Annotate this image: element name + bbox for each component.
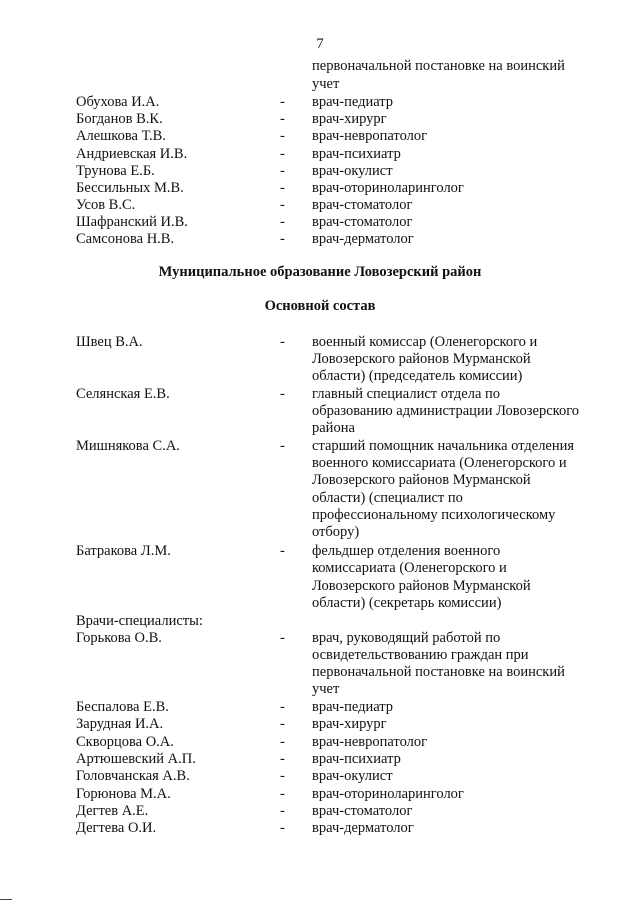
dash: -: [280, 716, 285, 732]
member-name: Головчанская А.В.: [76, 768, 190, 784]
member-name: Андриевская И.В.: [76, 146, 188, 162]
member-name: Обухова И.А.: [76, 94, 160, 110]
member-name: Артюшевский А.П.: [76, 751, 196, 767]
member-role: врач-педиатр: [312, 94, 394, 110]
member-name: Дегтев А.Е.: [76, 803, 149, 819]
dash: -: [280, 543, 285, 559]
member-name: Шафранский И.В.: [76, 214, 188, 230]
section-heading: Основной состав: [264, 298, 376, 314]
member-role: врач-невропатолог: [312, 128, 428, 144]
member-name: Селянская Е.В.: [76, 386, 170, 402]
member-role: военный комиссар (Оленегорского и: [312, 334, 538, 350]
member-role: врач-невропатолог: [312, 734, 428, 750]
specialists-label: Врачи-специалисты:: [76, 613, 203, 629]
member-role: фельдшер отделения военного: [312, 543, 501, 559]
dash: -: [280, 803, 285, 819]
member-role: области) (секретарь комиссии): [312, 595, 502, 611]
member-role: старший помощник начальника отделения: [312, 438, 575, 454]
dash: -: [280, 734, 285, 750]
member-role: образованию администрации Ловозерского: [312, 403, 580, 419]
member-name: Беспалова Е.В.: [76, 699, 169, 715]
member-role: Ловозерского районов Мурманской: [312, 578, 531, 594]
member-role: врач-дерматолог: [312, 820, 414, 836]
member-name: Самсонова Н.В.: [76, 231, 175, 247]
member-name: Зарудная И.А.: [76, 716, 164, 732]
member-name: Бессильных М.В.: [76, 180, 184, 196]
member-role: врач-педиатр: [312, 699, 394, 715]
municipality-heading: Муниципальное образование Ловозерский район: [158, 264, 482, 280]
dash: -: [280, 128, 285, 144]
member-name: Швец В.А.: [76, 334, 143, 350]
member-role: первоначальной постановке на воинский: [312, 664, 565, 680]
dash: -: [280, 751, 285, 767]
member-role: отбору): [312, 524, 360, 540]
member-role: врач-окулист: [312, 163, 393, 179]
member-role: врач-дерматолог: [312, 231, 414, 247]
member-role: врач-психиатр: [312, 751, 401, 767]
dash: -: [280, 334, 285, 350]
member-role: врач-окулист: [312, 768, 393, 784]
dash: -: [280, 786, 285, 802]
member-role: освидетельствованию граждан при: [312, 647, 529, 663]
member-name: Батракова Л.М.: [76, 543, 171, 559]
member-role: врач-стоматолог: [312, 803, 413, 819]
member-role: Ловозерского районов Мурманской: [312, 351, 531, 367]
member-role: области) (специалист по: [312, 490, 463, 506]
member-role: учет: [312, 681, 340, 697]
continuation-line: первоначальной постановке на воинский: [312, 58, 565, 74]
member-role: комиссариата (Оленегорского и: [312, 560, 507, 576]
member-role: врач-оториноларинголог: [312, 786, 464, 802]
dash: -: [280, 180, 285, 196]
page-number: 7: [316, 36, 324, 52]
dash: -: [280, 214, 285, 230]
dash: -: [280, 197, 285, 213]
member-role: врач-стоматолог: [312, 214, 413, 230]
member-role: врач-оториноларинголог: [312, 180, 464, 196]
member-role: главный специалист отдела по: [312, 386, 501, 402]
member-role: района: [312, 420, 355, 436]
member-role: Ловозерского районов Мурманской: [312, 472, 531, 488]
member-name: Трунова Е.Б.: [76, 163, 155, 179]
member-name: Дегтева О.И.: [76, 820, 157, 836]
member-role: профессиональному психологическому: [312, 507, 556, 523]
dash: -: [280, 820, 285, 836]
continuation-line: учет: [312, 76, 340, 92]
dash: -: [280, 438, 285, 454]
member-name: Скворцова О.А.: [76, 734, 174, 750]
dash: -: [280, 231, 285, 247]
member-name: Горькова О.В.: [76, 630, 162, 646]
member-name: Горюнова М.А.: [76, 786, 171, 802]
member-name: Алешкова Т.В.: [76, 128, 166, 144]
dash: -: [280, 163, 285, 179]
member-role: врач-стоматолог: [312, 197, 413, 213]
member-role: военного комиссариата (Оленегорского и: [312, 455, 567, 471]
member-role: врач-психиатр: [312, 146, 401, 162]
member-name: Богданов В.К.: [76, 111, 163, 127]
dash: -: [280, 386, 285, 402]
dash: -: [280, 699, 285, 715]
member-role: области) (председатель комиссии): [312, 368, 523, 384]
dash: -: [280, 94, 285, 110]
dash: -: [280, 146, 285, 162]
dash: -: [280, 630, 285, 646]
member-role: врач-хирург: [312, 716, 387, 732]
member-name: Мишнякова С.А.: [76, 438, 180, 454]
member-role: врач, руководящий работой по: [312, 630, 501, 646]
member-name: Усов В.С.: [76, 197, 136, 213]
dash: -: [280, 768, 285, 784]
scan-edge-mark: [0, 899, 12, 900]
dash: -: [280, 111, 285, 127]
member-role: врач-хирург: [312, 111, 387, 127]
